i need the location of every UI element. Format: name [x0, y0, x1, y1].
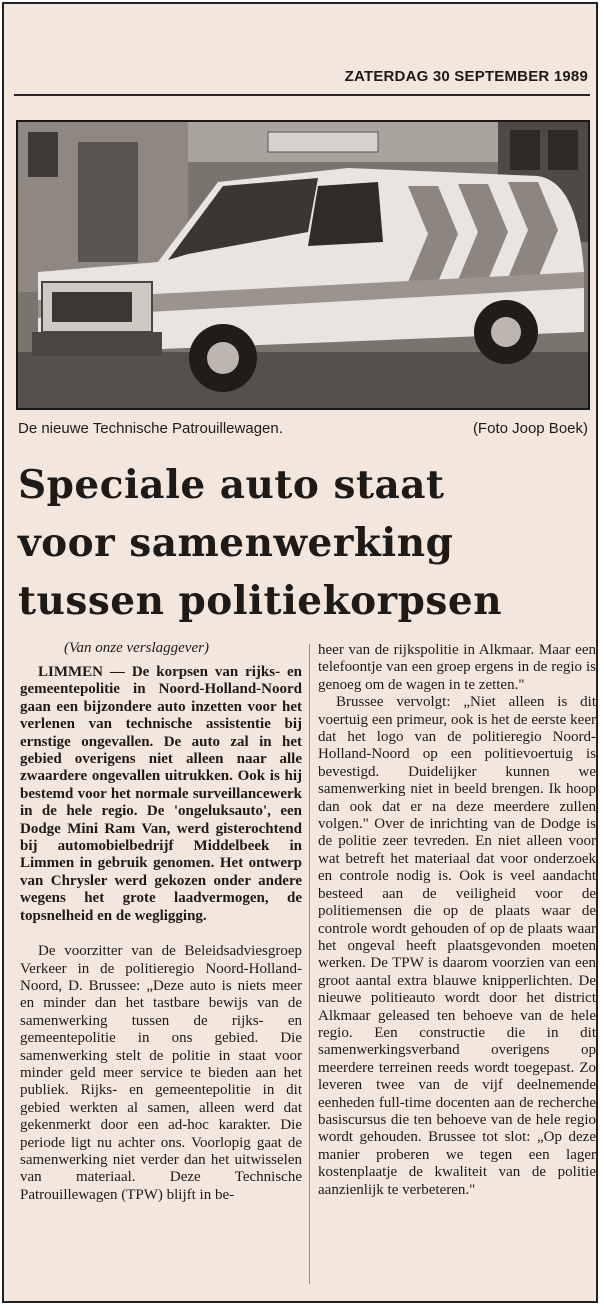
article-column-left	[20, 664, 302, 1204]
paragraph-4: Brussee vervolgt: „Niet alleen is dit voertuig een primeur, ook is het de eerste keer dat het logo van de politieregio Noord-Holland-Noord op een politievoertuig is bevestigd. Duidelijker kunnen we samenwerking niet in beeld brengen. Ik hoop dan ook dat er na deze meerdere zullen volgen." Over de inrichting van de Dodge is de politie zeer tevreden. En niet alleen voor wat betreft het materiaal dat voor onderzoek en controle nodig is. Ook is veel aandacht besteed aan de veiligheid voor de politiemensen die op de plaats waar de controle wordt gehouden of op de plaats waar het ongeval heeft plaatsgevonden moeten werken. De TPW is daarom voorzien van een groot aantal extra blauwe knipperlichten. De nieuwe politieauto wordt door het district Alkmaar geleased ten behoeve van de hele regio. Een constructie die in dit samenwerkingsverband overigens op meerdere terreinen reeds wordt toegepast. Zo leveren twee van de vijf deelnemende eenheden full-time docenten aan de recherche basiscursus die ten behoeve van de hele regio wordt gehouden. Brussee tot slot: „Op deze manier proberen we tegen een lager kostenplaatje de kwaliteit van de politie aanzienlijk te verbeteren."	[318, 694, 596, 1198]
headline-line-3: tussen politiekorpsen	[18, 578, 503, 624]
column-divider	[309, 644, 310, 1284]
newspaper-clipping	[2, 2, 598, 1303]
lead-paragraph	[20, 664, 302, 925]
headline-line-2: voor samenwerking	[18, 520, 454, 566]
van-photo	[16, 120, 590, 410]
paragraph-3: heer van de rijkspolitie in Alkmaar. Maar een telefoontje van een groep ergens in de regio is genoeg om de wagen in te zetten."	[318, 642, 596, 693]
paragraph-2: De voorzitter van de Beleidsadviesgroep Verkeer in de politieregio Noord-Holland-Noord, D. Brussee: „Deze auto is niets meer en minder dan het tastbare bewijs van de samenwerking tussen de rijks- en gemeentepolitie in ons gebied. Die samenwerking stelt de politie in staat voor minder geld meer service te bieden aan het publiek. Rijks- en gemeentepolitie in dit gebied werkten al samen, alleen werd dat gekenmerkt door een ad-hoc karakter. Die periode ligt nu achter ons. Voorlopig gaat de samenwerking niet verder dan het uitwisselen van materiaal. Deze Technische Patrouillewagen (TPW) blijft in be-	[20, 943, 302, 1203]
lead-text: — De korpsen van rijks- en gemeentepolitie in Noord-Holland-Noord gaan een bijzondere auto inzetten voor het verlenen van technische assistentie bij ernstige ongevallen. De auto zal in het gebied overigens niet alleen naar alle zwaardere ongevallen uitrukken. Ook is hij bestemd voor het normale surveillancewerk in de hele regio. De 'ongeluksauto', een Dodge Mini Ram Van, werd gisterochtend bij automobielbedrijf Middelbeek in Limmen in gebruik genomen. Het ontwerp van Chrysler werd gekozen onder andere wegens het grote laadvermogen, de topsnelheid en de wegligging.	[20, 664, 302, 924]
date-line: ZATERDAG 30 SEPTEMBER 1989	[344, 68, 588, 85]
dateline-place: LIMMEN	[38, 664, 103, 680]
byline: (Van onze verslaggever)	[64, 640, 209, 656]
headline	[18, 456, 578, 630]
headline-line-1: Speciale auto staat	[18, 462, 445, 508]
photo-credit: (Foto Joop Boek)	[472, 420, 588, 437]
caption-text: De nieuwe Technische Patrouillewagen.	[18, 420, 283, 437]
header-rule	[14, 94, 590, 96]
article-column-right	[318, 642, 596, 1199]
